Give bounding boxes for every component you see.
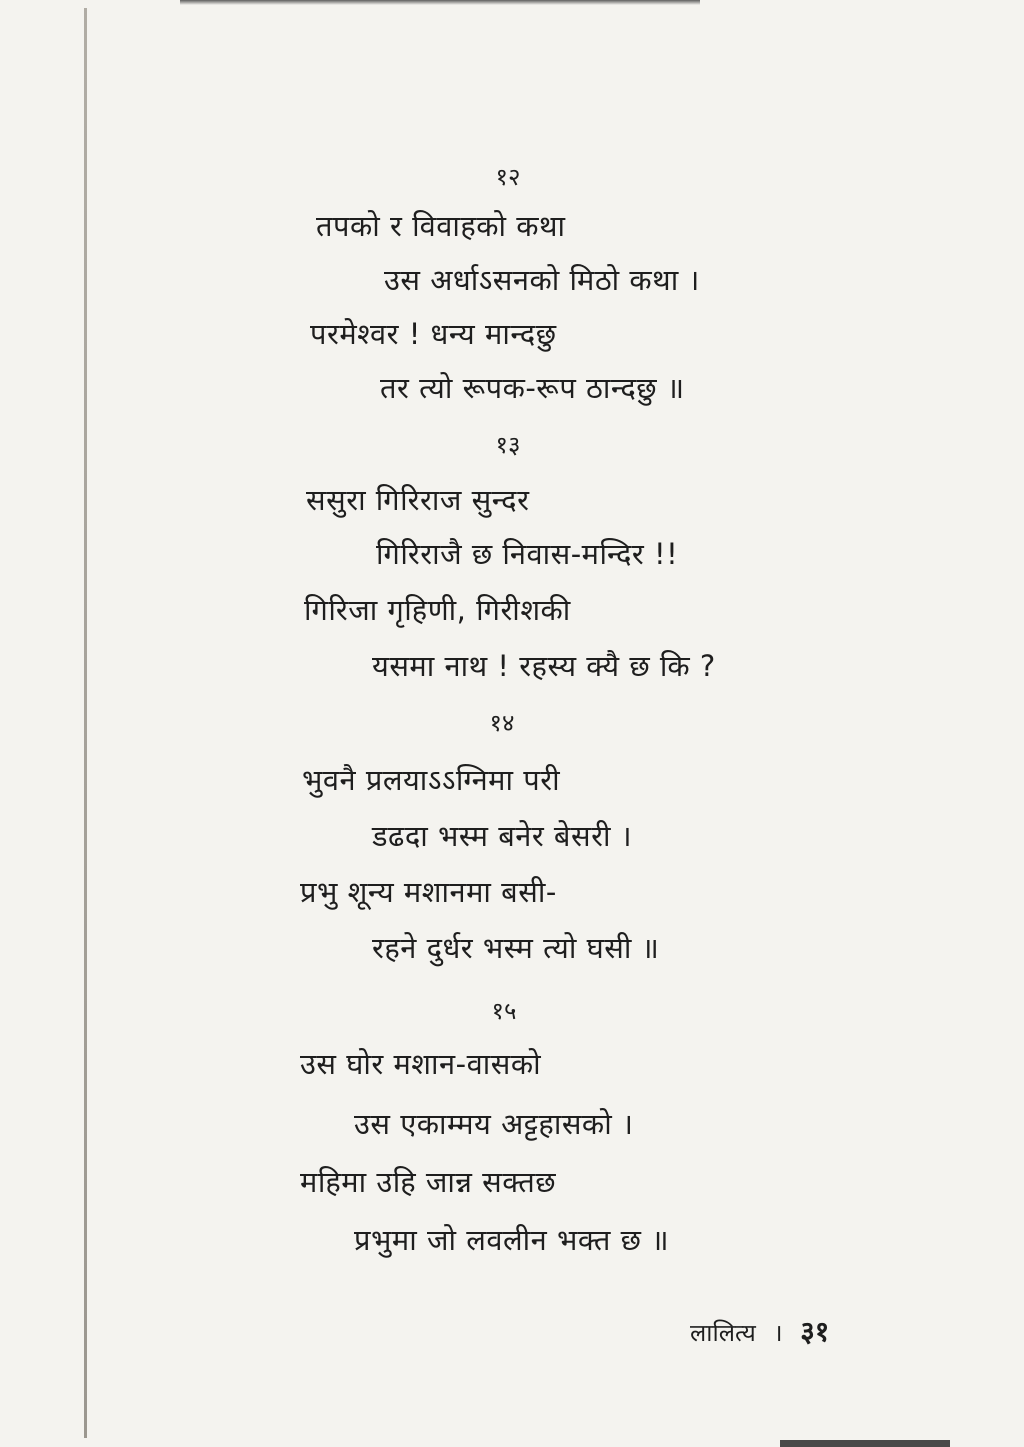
book-title: लालित्य	[690, 1319, 756, 1347]
verse-line: रहने दुर्धर भस्म त्यो घसी ॥	[372, 931, 660, 965]
verse-line: महिमा उहि जान्न सक्तछ	[300, 1165, 557, 1199]
scan-bottom-shadow	[780, 1440, 950, 1447]
verse-line: डढदा भस्म बनेर बेसरी ।	[372, 819, 633, 853]
verse-number: १५	[491, 997, 517, 1025]
scan-top-shadow	[180, 0, 700, 5]
verse-number: १२	[495, 163, 521, 191]
verse-number: १३	[495, 431, 521, 459]
verse-line: तपको र विवाहको कथा	[316, 209, 566, 243]
verse-line: गिरिराजै छ निवास-मन्दिर !!	[376, 537, 679, 571]
verse-line: प्रभु शून्य मशानमा बसी-	[300, 875, 557, 909]
verse-line: गिरिजा गृहिणी, गिरीशकी	[304, 593, 571, 627]
verse-line: परमेश्वर ! धन्य मान्दछु	[310, 317, 557, 351]
verse-line: उस अर्धाऽसनको मिठो कथा ।	[384, 263, 700, 297]
verse-number: १४	[489, 709, 515, 737]
verse-line: भुवनै प्रलयाऽऽग्निमा परी	[302, 763, 561, 797]
verse-line: उस घोर मशान-वासको	[300, 1047, 542, 1081]
verse-line: तर त्यो रूपक-रूप ठान्दछु ॥	[380, 371, 685, 405]
footer-separator: ।	[773, 1319, 783, 1347]
verse-line: यसमा नाथ ! रहस्य क्यै छ कि ?	[372, 649, 716, 683]
binding-margin-line	[84, 8, 87, 1438]
page-number: ३१	[800, 1315, 830, 1348]
verse-line: प्रभुमा जो लवलीन भक्त छ ॥	[354, 1223, 670, 1257]
page-footer	[690, 1312, 829, 1350]
verse-line: ससुरा गिरिराज सुन्दर	[306, 483, 530, 517]
verse-line: उस एकाम्मय अट्टहासको ।	[354, 1107, 634, 1141]
